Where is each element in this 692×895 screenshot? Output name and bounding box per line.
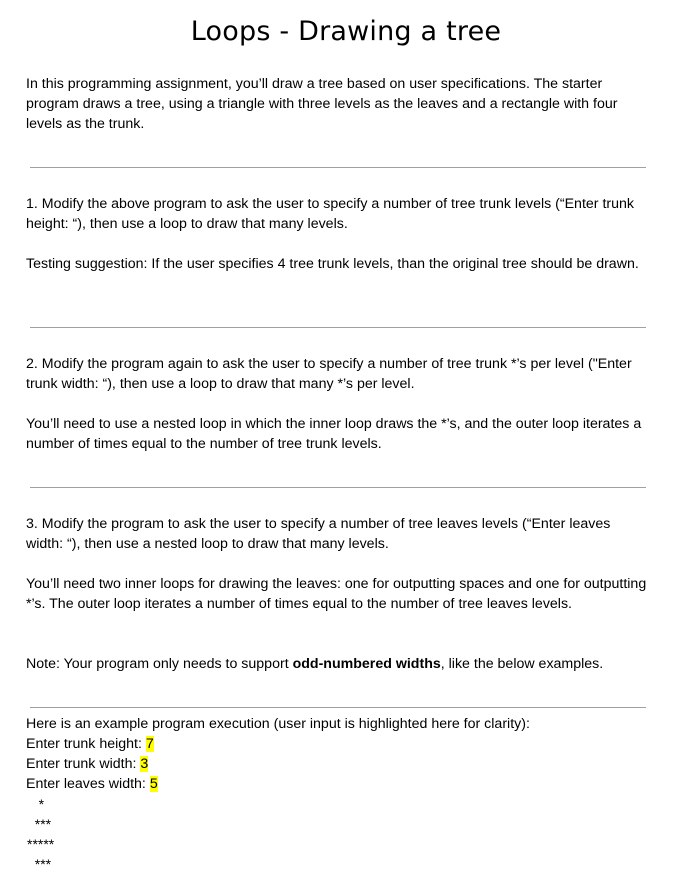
step2-nested-paragraph: You’ll need to use a nested loop in which the inner loop draws the *’s, and the outer loop iterates a number of times equal to the number of tree trunk levels.: [26, 416, 642, 452]
note-suffix: , like the below examples.: [440, 656, 604, 672]
page-title: Loops - Drawing a tree: [190, 16, 502, 47]
divider: [30, 327, 646, 328]
divider: [30, 707, 646, 708]
step3-inner-paragraph: You’ll need two inner loops for drawing the leaves: one for outputting spaces and one for outputting *’s. The outer loop iterates a number of times equal to the number of tree leaves levels.: [26, 576, 647, 612]
user-input-value: 3: [140, 756, 149, 772]
example-prompt-trunk-width: [26, 754, 148, 774]
user-input-value: 7: [145, 736, 154, 752]
step3-note: [26, 654, 651, 674]
prompt-label: Enter trunk height:: [26, 736, 146, 752]
tree-output-line: *: [27, 796, 45, 812]
divider: [30, 167, 646, 168]
tree-output-line: ***: [27, 816, 52, 832]
example-intro: Here is an example program execution (user input is highlighted here for clarity):: [26, 716, 530, 732]
prompt-label: Enter leaves width:: [26, 776, 150, 792]
step1-paragraph: 1. Modify the above program to ask the user to specify a number of tree trunk levels (“Enter trunk height: “), then use a loop to draw that many levels.: [26, 196, 634, 232]
divider: [30, 487, 646, 488]
step3-paragraph: 3. Modify the program to ask the user to specify a number of tree leaves levels (“Enter leaves width: “), then use a nested loop to draw that many levels.: [26, 516, 611, 552]
tree-output-line: *****: [27, 836, 55, 852]
step2-paragraph: 2. Modify the program again to ask the user to specify a number of tree trunk *’s per level ("Enter trunk width: “), then use a loop to draw that many *’s per level.: [26, 356, 632, 392]
example-prompt-trunk-height: [26, 734, 154, 754]
prompt-label: Enter trunk width:: [26, 756, 141, 772]
user-input-value: 5: [149, 776, 158, 792]
note-bold: odd-numbered widths: [292, 656, 441, 672]
example-prompt-leaves-width: [26, 774, 158, 794]
intro-paragraph: In this programming assignment, you’ll draw a tree based on user specifications. The starter program draws a tree, using a triangle with three levels as the leaves and a rectangle with four levels as the trunk.: [26, 76, 618, 132]
tree-output-line: ***: [27, 856, 52, 872]
step1-testing-paragraph: Testing suggestion: If the user specifies 4 tree trunk levels, than the original tree should be drawn.: [26, 256, 639, 272]
note-prefix: Note: Your program only needs to support: [26, 656, 293, 672]
